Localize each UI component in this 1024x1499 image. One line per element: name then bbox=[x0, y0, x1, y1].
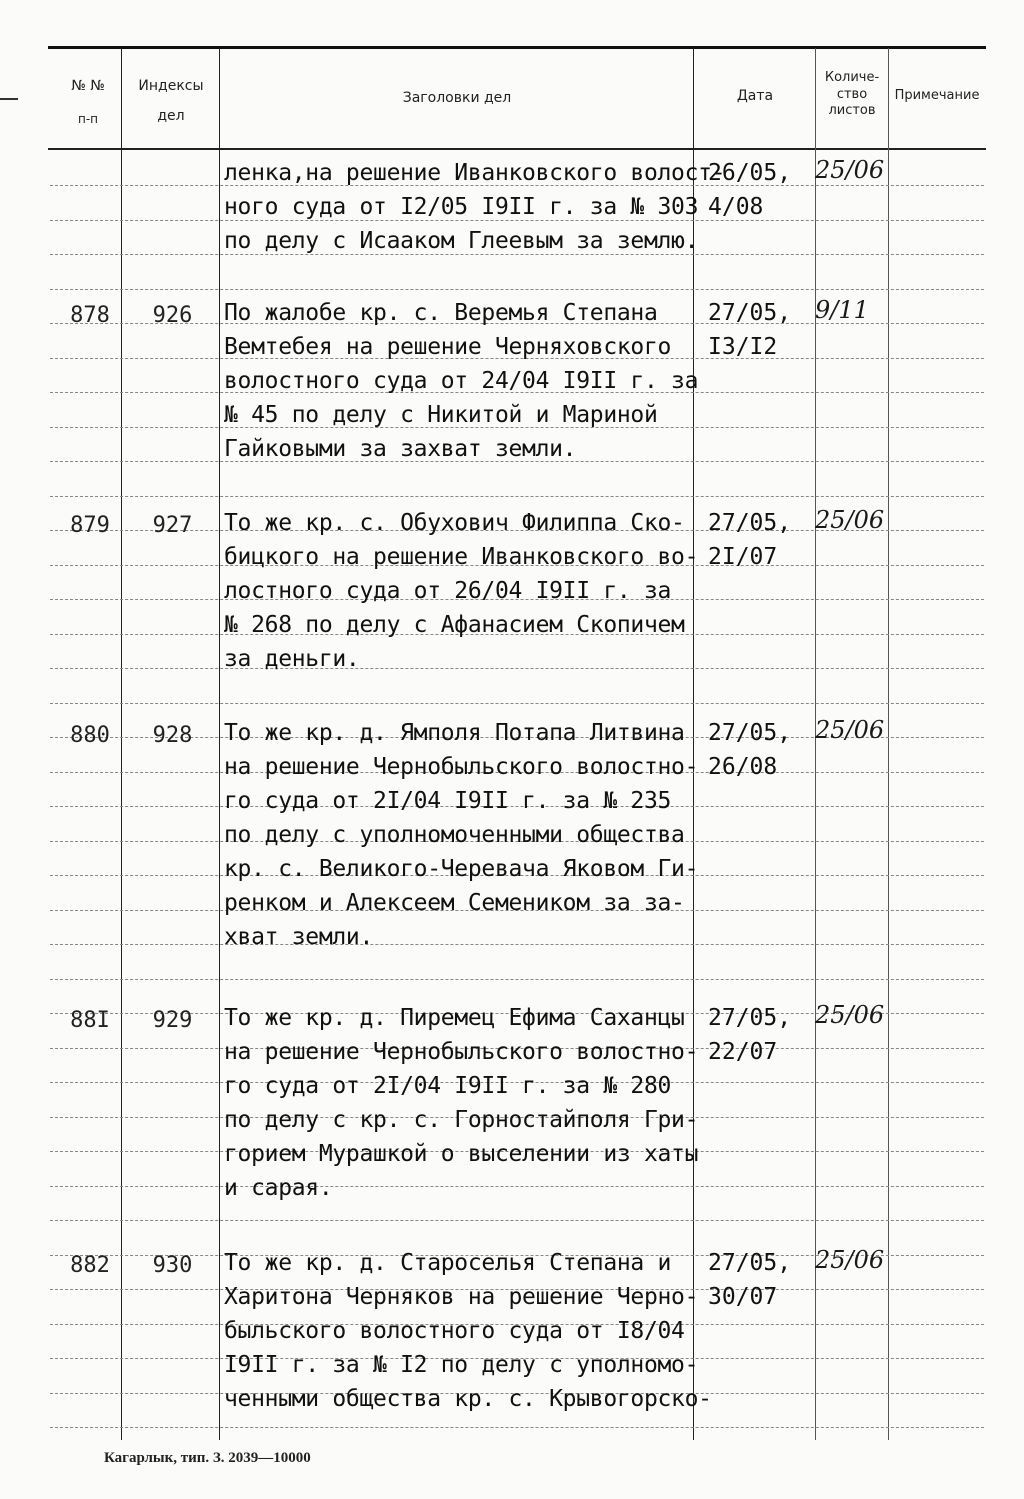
column-divider bbox=[693, 48, 694, 1440]
entry-title-line: ченными общества кр. с. Крывогорско- bbox=[224, 1386, 712, 1412]
entry-title-line: Вемтебея на решение Черняховского bbox=[224, 334, 672, 360]
entry-sheet-count: 25/06 bbox=[815, 156, 885, 184]
entry-title-line: быльского волостного суда от I8/04 bbox=[224, 1318, 685, 1344]
entry-date: I3/I2 bbox=[708, 334, 778, 360]
entry-title-line: ренком и Алексеем Семеником за за- bbox=[224, 890, 685, 916]
ruled-line bbox=[50, 496, 984, 497]
entry-date: 27/05, bbox=[708, 1250, 792, 1276]
entry-sheet-count: 9/11 bbox=[815, 296, 869, 324]
entry-title-line: бицкого на решение Иванковского во- bbox=[224, 544, 699, 570]
entry-number: 878 bbox=[70, 303, 110, 328]
header-count-3: листов bbox=[828, 103, 876, 118]
entry-title-line: хват земли. bbox=[224, 924, 374, 950]
header-note: Примечание bbox=[894, 88, 980, 103]
entry-title-line: по делу с Исааком Глеевым за землю. bbox=[224, 228, 699, 254]
entry-index: 928 bbox=[152, 723, 193, 748]
header-count-2: ство bbox=[836, 87, 868, 102]
entry-title-line: № 268 по делу с Афанасием Скопичем bbox=[224, 612, 685, 638]
entry-title-line: по делу с уполномоченными общества bbox=[224, 822, 685, 848]
entry-title-line: горием Мурашкой о выселении из хаты bbox=[224, 1141, 699, 1167]
entry-title-line: То же кр. д. Староселья Степана и bbox=[224, 1250, 672, 1276]
ruled-line bbox=[50, 703, 984, 704]
entry-title-line: ного суда от I2/05 I9II г. за № 303 bbox=[224, 194, 699, 220]
entry-title-line: кр. с. Великого-Черевача Яковом Ги- bbox=[224, 856, 699, 882]
ruled-line bbox=[50, 1427, 984, 1428]
header-index-sub: дел bbox=[157, 108, 185, 124]
entry-date: 2I/07 bbox=[708, 544, 778, 570]
column-divider bbox=[815, 48, 816, 1440]
entry-title-line: I9II г. за № I2 по делу с уполномо- bbox=[224, 1352, 699, 1378]
ruled-line bbox=[50, 979, 984, 980]
header-count-1: Количе- bbox=[824, 70, 880, 85]
entry-sheet-count: 25/06 bbox=[815, 1246, 885, 1274]
header-date: Дата bbox=[736, 88, 774, 104]
entry-title-line: волостного суда от 24/04 I9II г. за bbox=[224, 368, 699, 394]
margin-mark bbox=[0, 98, 18, 100]
ruled-line bbox=[50, 668, 984, 669]
entry-sheet-count: 25/06 bbox=[815, 506, 885, 534]
entry-title-line: ленка,на решение Иванковского волост- bbox=[224, 160, 726, 186]
entry-title-line: го суда от 2I/04 I9II г. за № 280 bbox=[224, 1073, 672, 1099]
entry-title-line: То же кр. д. Ямполя Потапа Литвина bbox=[224, 720, 685, 746]
entry-index: 926 bbox=[152, 303, 193, 328]
entry-index: 930 bbox=[152, 1253, 193, 1278]
entry-title-line: на решение Чернобыльского волостно- bbox=[224, 754, 699, 780]
header-title: Заголовки дел bbox=[402, 90, 512, 106]
entry-title-line: Харитона Черняков на решение Черно- bbox=[224, 1284, 699, 1310]
entry-title-line: Гайковыми за захват земли. bbox=[224, 436, 577, 462]
entry-number: 88I bbox=[70, 1008, 110, 1033]
header-num-sub: п-п bbox=[77, 112, 99, 126]
entry-date: 27/05, bbox=[708, 720, 792, 746]
header-rule bbox=[48, 148, 986, 150]
entry-date: 30/07 bbox=[708, 1284, 778, 1310]
entry-index: 927 bbox=[152, 513, 193, 538]
ruled-line bbox=[50, 944, 984, 945]
entry-title-line: № 45 по делу с Никитой и Мариной bbox=[224, 402, 658, 428]
entry-title-line: на решение Чернобыльского волостно- bbox=[224, 1039, 699, 1065]
entry-title-line: То же кр. с. Обухович Филиппа Ско- bbox=[224, 510, 685, 536]
ruled-line bbox=[50, 1186, 984, 1187]
entry-title-line: за деньги. bbox=[224, 646, 360, 672]
entry-date: 22/07 bbox=[708, 1039, 778, 1065]
ruled-line bbox=[50, 220, 984, 221]
entry-number: 879 bbox=[70, 513, 110, 538]
entry-date: 26/05, bbox=[708, 160, 792, 186]
entry-date: 27/05, bbox=[708, 300, 792, 326]
top-rule bbox=[48, 46, 986, 49]
entry-title-line: и сарая. bbox=[224, 1175, 333, 1201]
entry-title-line: По жалобе кр. с. Веремья Степана bbox=[224, 300, 658, 326]
ruled-line bbox=[50, 289, 984, 290]
entry-title-line: То же кр. д. Пиремец Ефима Саханцы bbox=[224, 1005, 685, 1031]
entry-title-line: по делу с кр. с. Горностайполя Гри- bbox=[224, 1107, 699, 1133]
entry-title-line: лостного суда от 26/04 I9II г. за bbox=[224, 578, 672, 604]
entry-date: 27/05, bbox=[708, 510, 792, 536]
column-divider bbox=[121, 48, 122, 1440]
header-index: Индексы bbox=[138, 78, 204, 94]
header-num: № № bbox=[71, 78, 105, 94]
entry-sheet-count: 25/06 bbox=[815, 716, 885, 744]
entry-index: 929 bbox=[152, 1008, 193, 1033]
entry-title-line: го суда от 2I/04 I9II г. за № 235 bbox=[224, 788, 672, 814]
ruled-line bbox=[50, 1220, 984, 1221]
printer-imprint: Кагарлык, тип. З. 2039—10000 bbox=[104, 1450, 311, 1466]
entry-sheet-count: 25/06 bbox=[815, 1001, 885, 1029]
entry-date: 26/08 bbox=[708, 754, 778, 780]
ruled-line bbox=[50, 254, 984, 255]
entry-date: 4/08 bbox=[708, 194, 764, 220]
entry-number: 880 bbox=[70, 723, 110, 748]
entry-date: 27/05, bbox=[708, 1005, 792, 1031]
entry-number: 882 bbox=[70, 1253, 110, 1278]
column-divider bbox=[888, 48, 889, 1440]
